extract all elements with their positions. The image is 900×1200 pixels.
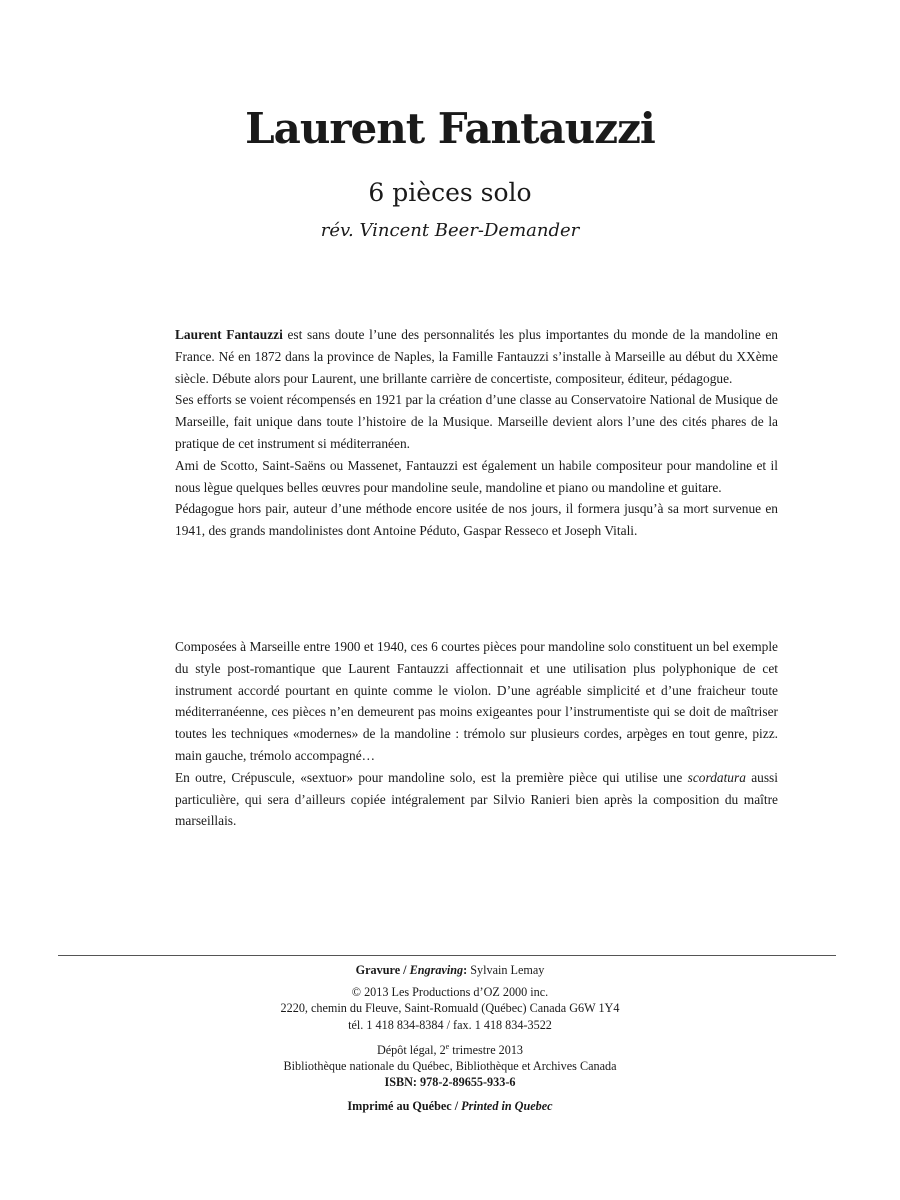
legal-deposit-sup: e xyxy=(445,1041,450,1051)
engraving-credit xyxy=(0,962,900,978)
biography-section xyxy=(175,324,778,542)
biography-paragraph: Ses efforts se voient récompensés en 1921 par la création d’une classe au Conservatoire National de Musique de Marseille, fait unique dans toute l’histoire de la Musique. Marseille devient alors l’une des cités phares de la pratique de cet instrument si méditerranéen. xyxy=(175,392,778,451)
printed-fr: Imprimé au Québec / xyxy=(347,1099,462,1114)
legal-deposit-text-end: trimestre 2013 xyxy=(449,1042,524,1057)
libraries-line: Bibliothèque nationale du Québec, Bibliothèque et Archives Canada xyxy=(283,1059,617,1074)
works-text: En outre, Crépuscule, «sextuor» pour mandoline solo, est la première pièce qui utilise une xyxy=(175,769,688,785)
publication-credits xyxy=(0,962,900,1115)
scordatura-term: scordatura xyxy=(687,769,746,785)
engraving-label: Gravure / xyxy=(355,963,410,977)
composer-name-inline: Laurent Fantauzzi xyxy=(175,327,283,342)
divider-rule xyxy=(58,955,836,956)
works-text: aussi particulière, qui sera d’ailleurs copiée intégralement par Silvio Ranieri bien après la composition du maître marseillais. xyxy=(175,769,778,829)
engraving-colon: : xyxy=(463,963,471,977)
printed-en: Printed in Quebec xyxy=(461,1099,553,1114)
printed-in-line xyxy=(0,1098,900,1114)
biography-paragraph: Pédagogue hors pair, auteur d’une méthode encore usitée de nos jours, il formera jusqu’à sa mort survenue en 1941, des grands mandolinistes dont Antoine Péduto, Gaspar Resseco et Joseph Vitali. xyxy=(175,501,778,539)
legal-deposit-text: Dépôt légal, 2 xyxy=(376,1042,446,1057)
engraving-label-en: Engraving xyxy=(409,963,464,977)
biography-paragraph: Ami de Scotto, Saint-Saëns ou Massenet, Fantauzzi est également un habile compositeur pour mandoline et il nous lègue quelques belles œuvres pour mandoline seule, mandoline et piano ou mandoline et guitare. xyxy=(175,457,778,495)
works-paragraph xyxy=(175,767,778,832)
revision-credit: rév. Vincent Beer-Demander xyxy=(320,220,580,241)
biography-paragraph xyxy=(175,324,778,389)
legal-deposit xyxy=(0,1039,900,1058)
publisher-address: 2220, chemin du Fleuve, Saint-Romuald (Québec) Canada G6W 1Y4 xyxy=(280,1001,620,1016)
composer-name: Laurent Fantauzzi xyxy=(245,104,655,153)
work-title: 6 pièces solo xyxy=(368,178,532,207)
isbn-line: ISBN: 978-2-89655-933-6 xyxy=(384,1075,516,1090)
engraver-name: Sylvain Lemay xyxy=(470,963,545,977)
copyright-line: © 2013 Les Productions d’OZ 2000 inc. xyxy=(351,985,549,1000)
publisher-phone: tél. 1 418 834-8384 / fax. 1 418 834-3522 xyxy=(348,1017,552,1032)
works-paragraph: Composées à Marseille entre 1900 et 1940, ces 6 courtes pièces pour mandoline solo constituent un bel exemple du style post-romantique que Laurent Fantauzzi affectionnait et une utilisation plus polyphonique de cet instrument accordé pourtant en quinte comme le violon. D’une agréable simplicité et d’une fraicheur toute méditerranéenne, ces pièces n’en demeurent pas moins exigeantes pour l’instrumentiste qui se doit de maîtriser toutes les techniques «modernes» de la mandoline : trémolo sur plusieurs cordes, arpèges en tout genre, pizz. main gauche, trémolo accompagné… xyxy=(175,639,778,763)
works-description-section xyxy=(175,636,778,832)
biography-text: est sans doute l’une des personnalités les plus importantes du monde de la mandoline en France. Né en 1872 dans la province de Naples, la Famille Fantauzzi s’installe à Marseille au début du XXème siècle. Débute alors pour Laurent, une brillante carrière de concertiste, compositeur, éditeur, pédagogue. xyxy=(175,327,778,386)
